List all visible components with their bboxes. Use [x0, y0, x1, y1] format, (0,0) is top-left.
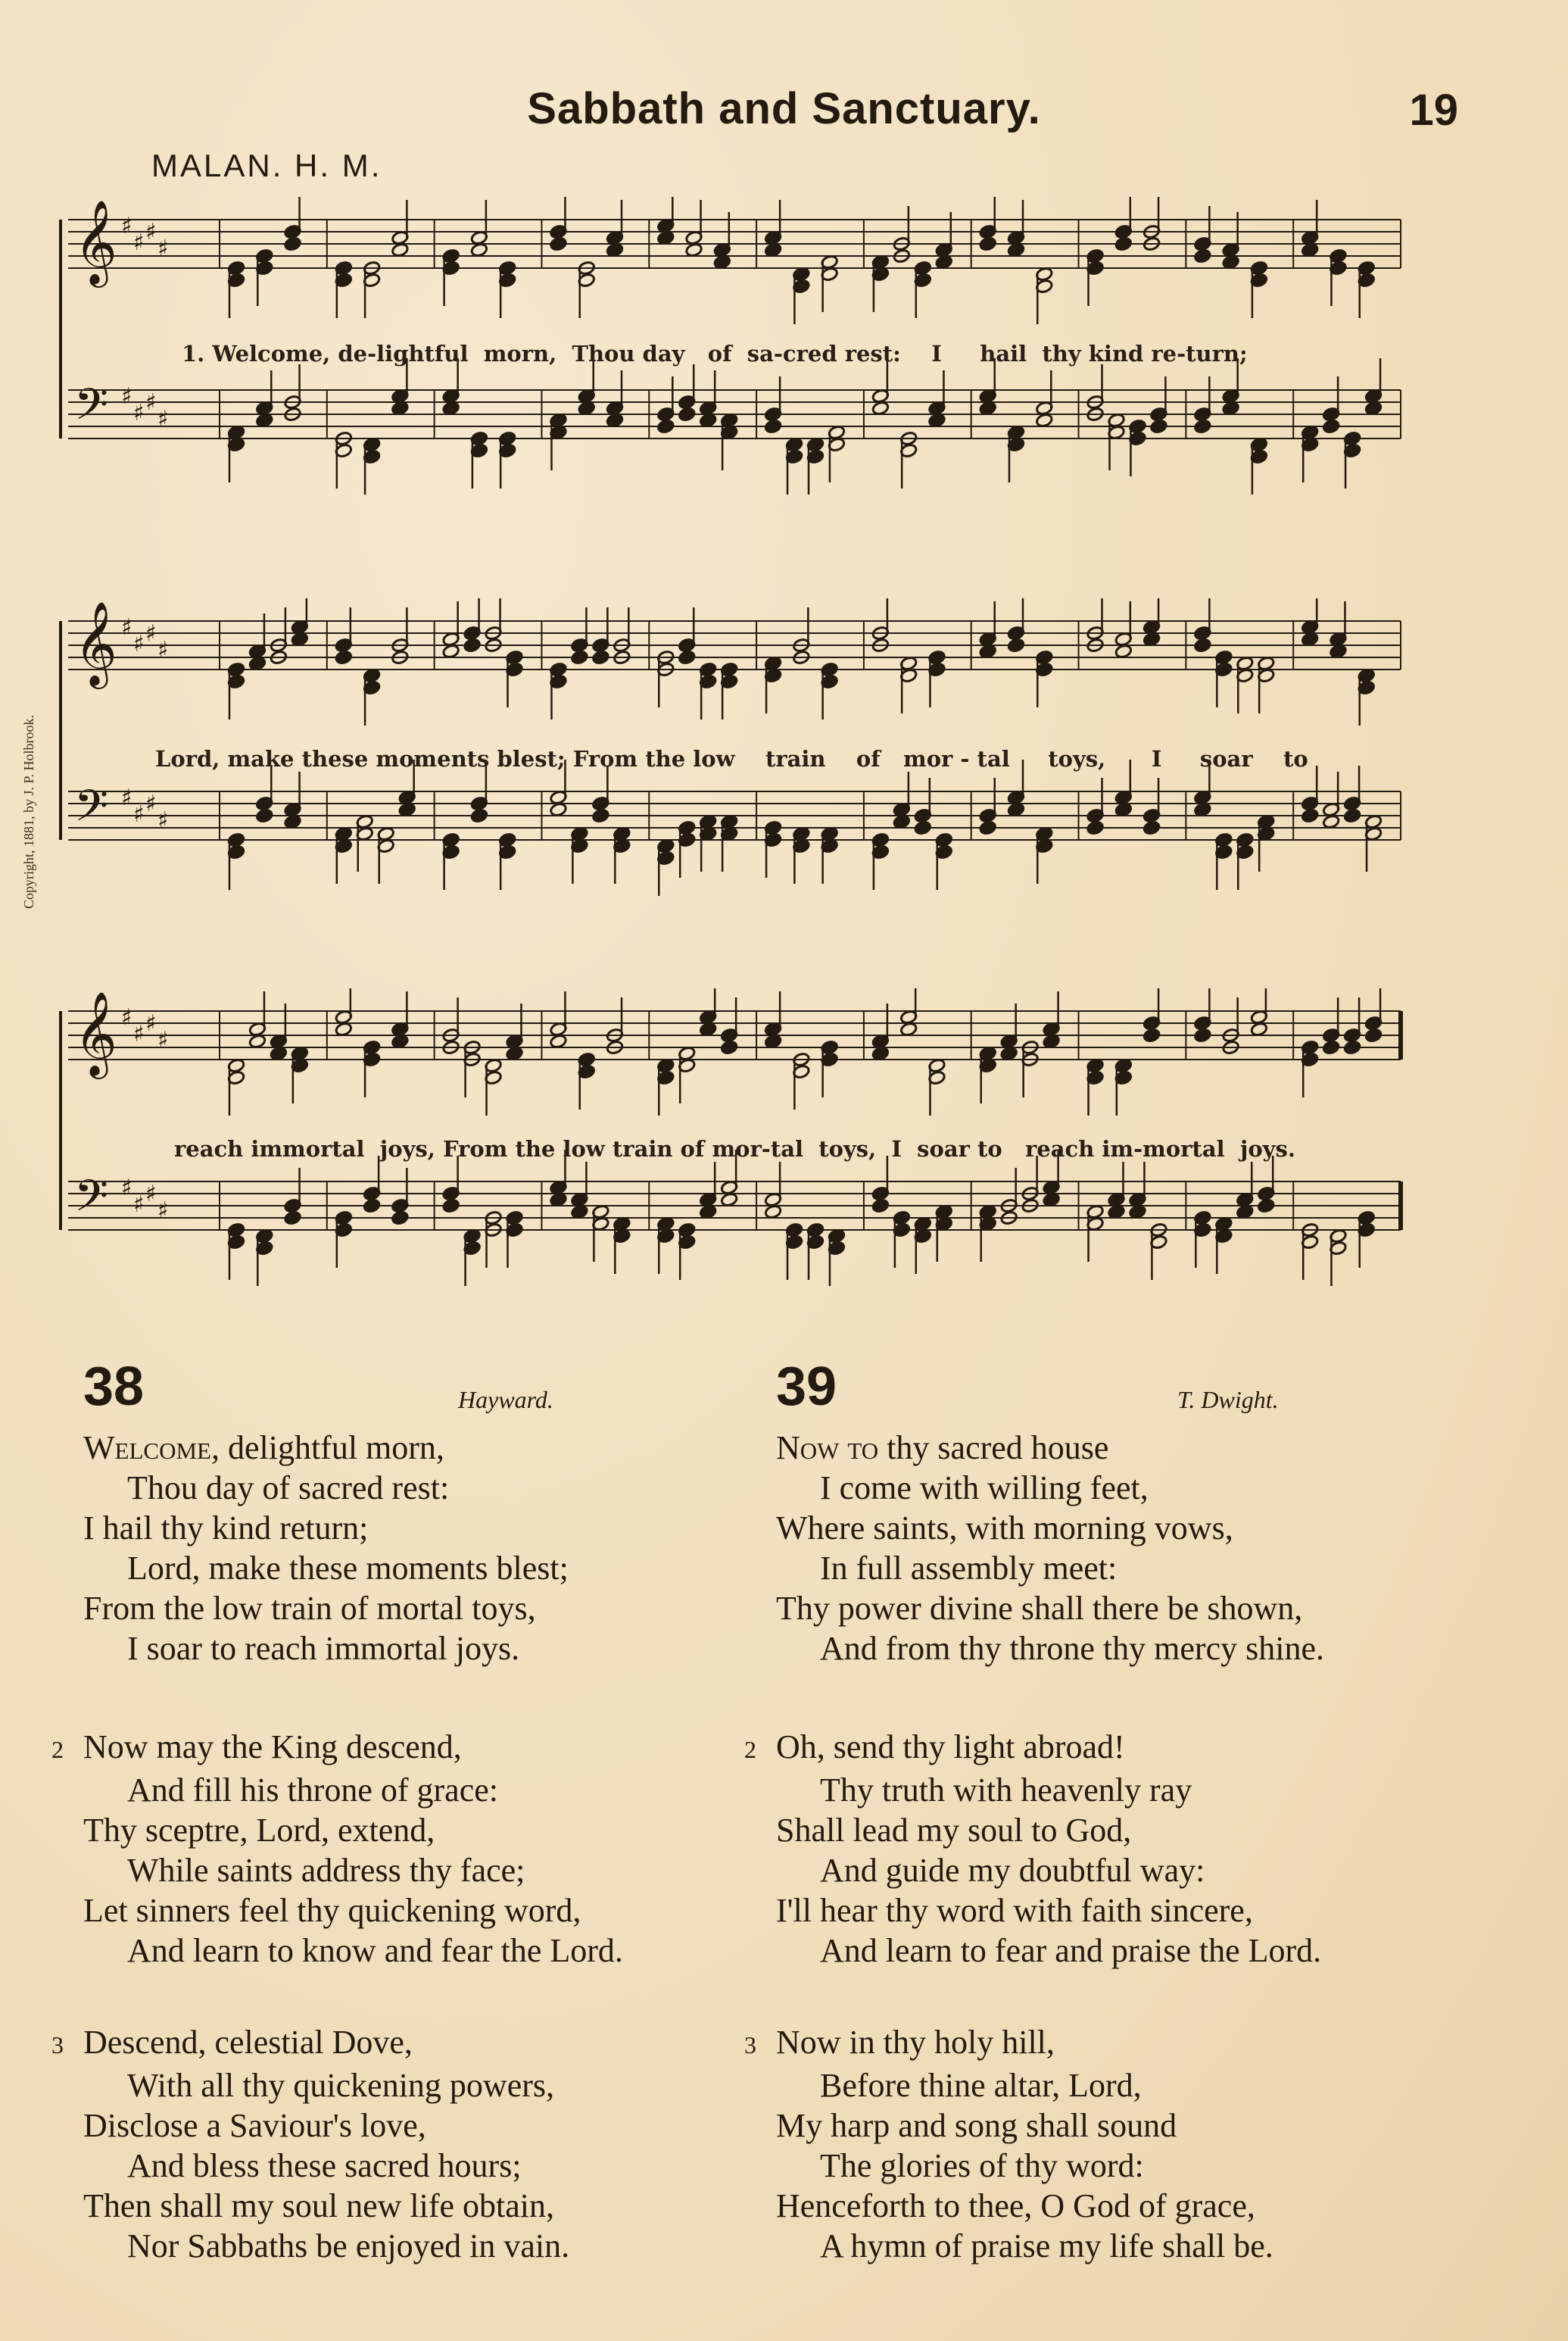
note-head [899, 1022, 918, 1037]
note-head [1250, 1022, 1268, 1037]
note-head [592, 650, 610, 665]
verse-line: Before thine altar, Lord, [820, 2067, 1142, 2104]
note-head [1343, 1040, 1361, 1055]
sharp-icon: ♯ [133, 229, 145, 256]
note-head [914, 820, 932, 835]
note-head [1343, 808, 1361, 823]
treble-clef-icon: 𝄞 [74, 991, 117, 1075]
note-head [470, 242, 488, 258]
note-head [871, 1198, 890, 1213]
sharp-icon: ♯ [157, 637, 169, 663]
note-head [979, 644, 997, 659]
note-head [606, 242, 624, 258]
note-head [391, 242, 410, 258]
verse-line: And guide my doubtful way: [820, 1852, 1205, 1889]
note-head [871, 1046, 890, 1061]
note-head [550, 236, 568, 251]
lyrics-line: Lord, make these moments blest; From the low train of mor - tal toys, I soar to [155, 746, 1308, 772]
note-head [463, 638, 482, 653]
sharp-icon: ♯ [145, 1181, 157, 1207]
note-head [284, 236, 302, 251]
note-head [291, 632, 309, 647]
verse-text: Now in thy holy hill, [776, 2024, 1055, 2061]
note-head [699, 413, 717, 428]
note-head [1301, 242, 1319, 258]
note-head [442, 1198, 460, 1213]
note-head [699, 1204, 717, 1219]
verse-text: Oh, send thy light abroad! [776, 1728, 1125, 1765]
note-head [764, 242, 782, 258]
note-head [685, 242, 703, 258]
sharp-icon: ♯ [133, 631, 145, 657]
note-head [720, 1192, 738, 1207]
note-head [391, 401, 410, 416]
verse-first-word: Now to [776, 1429, 879, 1466]
verse-line: Shall lead my soul to God, [776, 1812, 1132, 1849]
sharp-icon: ♯ [133, 1191, 145, 1218]
sharp-icon: ♯ [133, 801, 145, 828]
note-head [699, 1022, 717, 1037]
stanza-1 [83, 1428, 569, 1668]
note-head [678, 407, 696, 422]
note-head [248, 656, 267, 671]
verse-line: Nor Sabbaths be enjoyed in vain. [127, 2227, 570, 2265]
verse-line [744, 2022, 1273, 2065]
note-head [1150, 419, 1168, 434]
note-head [592, 808, 610, 823]
bass-clef-icon: 𝄢 [74, 780, 109, 842]
note-head [1043, 1192, 1061, 1207]
sharp-icon: ♯ [121, 213, 132, 239]
verse-line: A hymn of praise my life shall be. [820, 2227, 1273, 2265]
note-head [335, 1022, 353, 1037]
note-head [1322, 419, 1340, 434]
verse-text: Descend, celestial Dove, [83, 2024, 413, 2061]
sharp-icon: ♯ [157, 236, 169, 262]
verse-line [776, 1428, 1324, 1468]
verse-line: While saints address thy face; [127, 1852, 525, 1889]
verse-line: I'll hear thy word with faith sincere, [776, 1892, 1253, 1929]
note-head [391, 1210, 410, 1225]
note-head [1330, 644, 1348, 659]
treble-clef-icon: 𝄞 [74, 199, 117, 284]
note-head [1194, 802, 1212, 817]
hymn-author: T. Dwight. [1177, 1386, 1279, 1413]
stanza-number: 2 [744, 1736, 756, 1763]
note-head [1322, 1040, 1340, 1055]
stanza-number: 3 [744, 2031, 756, 2059]
sharp-icon: ♯ [133, 1021, 145, 1047]
note-head [871, 401, 890, 416]
verse-line [51, 2022, 569, 2065]
note-head [1194, 419, 1212, 434]
verse-line: Thy power divine shall there be shown, [776, 1590, 1303, 1627]
sharp-icon: ♯ [121, 1175, 132, 1201]
music-system-3 [53, 988, 1454, 1322]
note-head [1222, 401, 1240, 416]
hymn-author: Hayward. [458, 1386, 553, 1413]
note-head [1142, 820, 1161, 835]
verse-line: And from thy throne thy mercy shine. [820, 1630, 1324, 1667]
sharp-icon: ♯ [145, 620, 157, 647]
sharp-icon: ♯ [145, 791, 157, 817]
sharp-icon: ♯ [145, 1010, 157, 1037]
note-head [398, 802, 416, 817]
hymn-number: 38 [83, 1356, 145, 1417]
verse-line: Thy sceptre, Lord, extend, [83, 1812, 435, 1849]
lyrics-line: reach immortal joys, From the low train of mor-tal toys, I soar to reach im-mortal joys. [174, 1136, 1295, 1162]
sharp-icon: ♯ [121, 383, 132, 410]
note-head [979, 820, 997, 835]
note-head [1194, 1028, 1212, 1043]
verse-line: I come with willing feet, [820, 1469, 1149, 1506]
note-head [656, 230, 675, 245]
verse-line: Henceforth to thee, O God of grace, [776, 2187, 1255, 2224]
sharp-icon: ♯ [157, 807, 169, 834]
note-head [1142, 632, 1161, 647]
note-head [1301, 632, 1319, 647]
note-head [470, 808, 488, 823]
note-head [550, 1034, 568, 1049]
verse-line: And learn to fear and praise the Lord. [820, 1932, 1322, 1969]
note-head [255, 413, 273, 428]
verse-line: Where saints, with morning vows, [776, 1509, 1233, 1547]
sharp-icon: ♯ [157, 406, 169, 432]
note-head [1114, 236, 1133, 251]
note-head [1114, 802, 1133, 817]
note-head [1142, 1028, 1161, 1043]
verse-line [51, 1727, 623, 1770]
note-head [1108, 1204, 1126, 1219]
verse-line: The glories of thy word: [820, 2147, 1144, 2184]
verse-line: Let sinners feel thy quickening word, [83, 1892, 581, 1929]
note-head [571, 650, 589, 665]
note-head [442, 401, 460, 416]
hymn-number: 39 [776, 1356, 837, 1417]
note-head [1257, 1198, 1275, 1213]
sharp-icon: ♯ [157, 1027, 169, 1053]
note-head [571, 1204, 589, 1219]
page-title: Sabbath and Sanctuary. [527, 84, 1041, 133]
note-head [363, 1198, 381, 1213]
note-head [1364, 1028, 1383, 1043]
note-head [1194, 248, 1212, 264]
stanza-2 [744, 1727, 1322, 1971]
note-head [656, 419, 675, 434]
note-head [764, 1204, 782, 1219]
note-head [928, 413, 946, 428]
verse-first-word: Welcome [83, 1429, 211, 1466]
stanza-3 [51, 2022, 570, 2266]
note-head [764, 1034, 782, 1049]
verse-line: Disclose a Saviour's love, [83, 2107, 426, 2144]
music-system-1 [53, 197, 1454, 530]
verse-line: And bless these sacred hours; [127, 2147, 522, 2184]
bass-clef-icon: 𝄢 [74, 379, 109, 441]
verse-line: I hail thy kind return; [83, 1509, 369, 1547]
verse-line: With all thy quickening powers, [127, 2067, 555, 2104]
music-system-2 [53, 598, 1454, 932]
verse-text: Now may the King descend, [83, 1728, 462, 1765]
sharp-icon: ♯ [121, 785, 132, 811]
sharp-icon: ♯ [145, 219, 157, 245]
verse-line [744, 1727, 1321, 1770]
note-head [1322, 814, 1340, 829]
note-head [764, 419, 782, 434]
note-head [1007, 802, 1025, 817]
verse-line: And learn to know and fear the Lord. [127, 1932, 623, 1969]
verse-text: thy sacred house [878, 1429, 1109, 1466]
note-head [506, 1046, 524, 1061]
verse-line: In full assembly meet: [820, 1550, 1118, 1587]
verse-line: And fill his throne of grace: [127, 1771, 498, 1809]
sharp-icon: ♯ [157, 1197, 169, 1224]
copyright-notice: Copyright, 1881, by J. P. Holbrook. [21, 714, 36, 909]
note-head [1035, 413, 1053, 428]
note-head [606, 413, 624, 428]
verse-line [83, 1428, 569, 1468]
note-head [1222, 254, 1240, 270]
verse-text: , delightful morn, [210, 1429, 444, 1466]
stanza-2 [51, 1727, 623, 1971]
verse-line: Lord, make these moments blest; [127, 1550, 569, 1587]
note-head [1129, 1204, 1147, 1219]
note-head [893, 814, 911, 829]
page-number: 19 [1409, 86, 1458, 135]
note-head [1043, 1034, 1061, 1049]
note-head [1194, 638, 1212, 653]
note-head [1000, 1046, 1018, 1061]
note-head [935, 254, 953, 270]
note-head [1007, 638, 1025, 653]
bass-clef-icon: 𝄢 [74, 1170, 109, 1232]
verse-line: Thou day of sacred rest: [127, 1469, 450, 1506]
verse-line: From the low train of mortal toys, [83, 1590, 536, 1627]
note-head [550, 802, 568, 817]
note-head [1114, 644, 1133, 659]
note-head [248, 1034, 267, 1049]
note-head [713, 254, 731, 270]
note-head [270, 1046, 288, 1061]
stanza-1 [776, 1428, 1324, 1668]
stanza-number: 3 [51, 2031, 64, 2059]
sharp-icon: ♯ [121, 1004, 132, 1031]
lyrics-line: 1. Welcome, de-lightful morn, Thou day of sa-cred rest: I hail thy kind re-turn; [182, 341, 1248, 367]
treble-clef-icon: 𝄞 [74, 601, 117, 685]
note-head [284, 1210, 302, 1225]
sharp-icon: ♯ [145, 389, 157, 416]
stanza-number: 2 [51, 1736, 64, 1763]
note-head [1007, 242, 1025, 258]
note-head [255, 808, 273, 823]
note-head [1236, 1204, 1254, 1219]
verse-line: I soar to reach immortal joys. [127, 1630, 520, 1667]
tune-heading: MALAN. H. M. [151, 148, 382, 183]
note-head [284, 814, 302, 829]
note-head [979, 401, 997, 416]
sharp-icon: ♯ [121, 614, 132, 641]
verse-line: Thy truth with heavenly ray [820, 1771, 1192, 1809]
note-head [442, 644, 460, 659]
note-head [1301, 808, 1319, 823]
note-head [391, 1034, 410, 1049]
note-head [1364, 401, 1383, 416]
note-head [1086, 820, 1105, 835]
note-head [335, 650, 353, 665]
stanza-3 [744, 2022, 1273, 2266]
verse-line: My harp and song shall sound [776, 2107, 1177, 2144]
note-head [578, 401, 596, 416]
note-head [678, 650, 696, 665]
note-head [550, 1192, 568, 1207]
sharp-icon: ♯ [133, 400, 145, 426]
note-head [720, 1040, 738, 1055]
verse-line: Then shall my soul new life obtain, [83, 2187, 554, 2224]
note-head [979, 236, 997, 251]
